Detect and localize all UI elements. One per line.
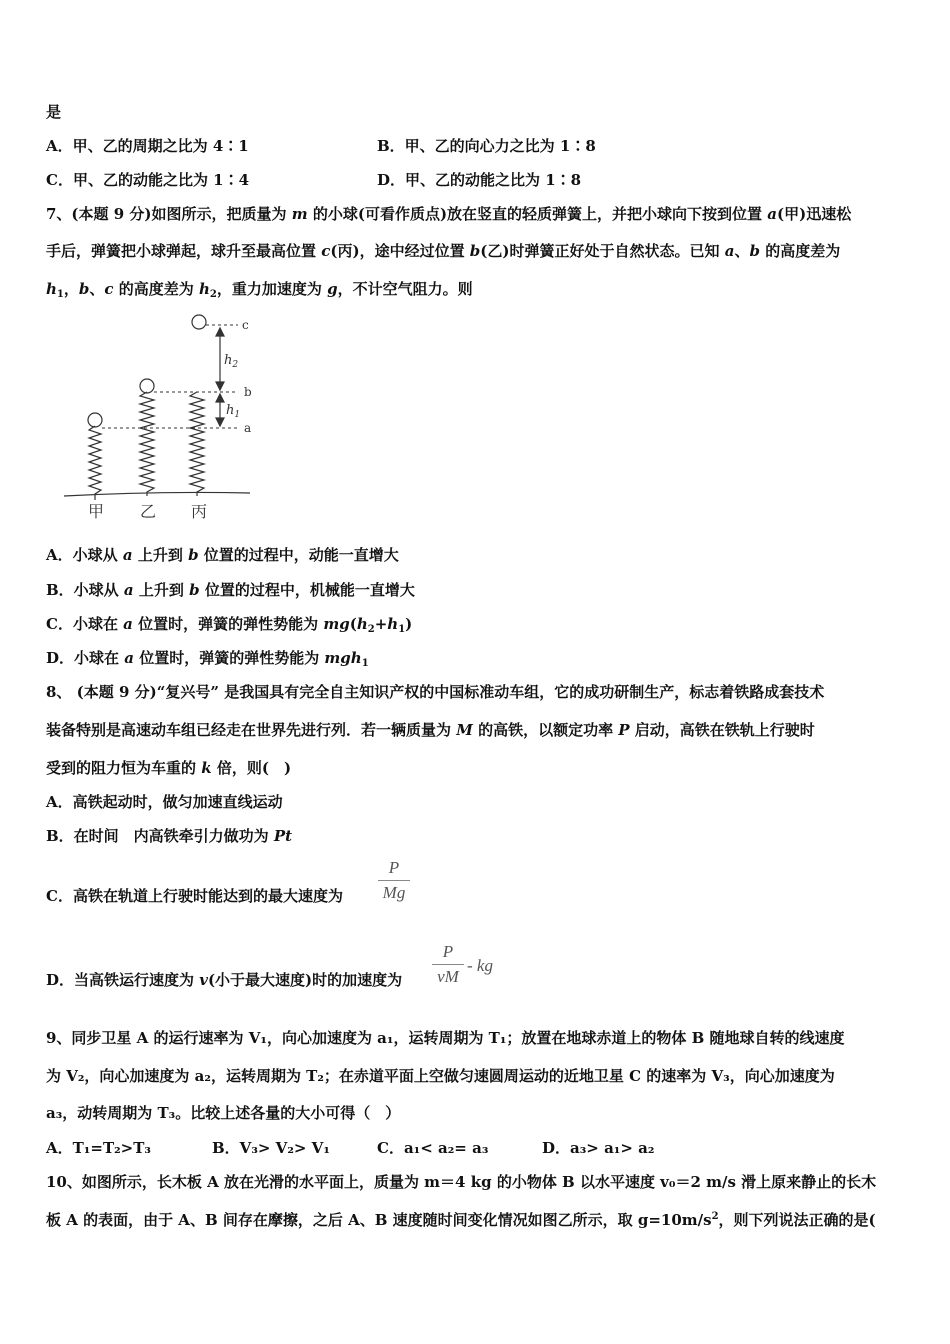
spring-bing <box>190 392 204 496</box>
q8-stem-line3: 受到的阻力恒为车重的 k 倍，则( ) <box>46 759 292 777</box>
q9-option-b[interactable]: B．V₃> V₂> V₁ <box>212 1139 330 1157</box>
q7-option-b[interactable]: B．小球从 a 上升到 b 位置的过程中，机械能一直增大 <box>46 581 415 599</box>
ground-line <box>64 492 250 496</box>
label-jia: 甲 <box>88 502 105 521</box>
q8-stem-line1: 8、 (本题 9 分)“复兴号” 是我国具有完全自主知识产权的中国标准动车组，它的成功研制生产，标志着铁路成套技术 <box>46 683 825 701</box>
q6-option-b[interactable]: B．甲、乙的向心力之比为 1∶8 <box>377 137 596 155</box>
label-a: a <box>244 421 252 435</box>
q8-option-d[interactable]: D．当高铁运行速度为 v(小于最大速度)时的加速度为 <box>46 971 403 989</box>
q6-option-c[interactable]: C．甲、乙的动能之比为 1∶4 <box>46 171 250 189</box>
q8-option-a[interactable]: A．高铁起动时，做匀加速直线运动 <box>46 793 283 811</box>
label-h2: $h_2$ <box>224 353 239 370</box>
q7-stem-line1: 7、(本题 9 分)如图所示，把质量为 m 的小球(可看作质点)放在竖直的轻质弹簧上，并把小球向下按到位置 a(甲)迅速松 <box>46 205 852 223</box>
q7-stem-line2: 手后，弹簧把小球弹起，球升至最高位置 c(丙)，途中经过位置 b(乙)时弹簧正好处于自然状态。已知 a、b 的高度差为 <box>46 242 841 260</box>
q9-option-c[interactable]: C．a₁< a₂= a₃ <box>377 1139 489 1157</box>
continuation-text: 是 <box>46 103 62 121</box>
label-bing: 丙 <box>191 502 208 521</box>
q10-stem-line2: 板 A 的表面，由于 A、B 间存在摩擦，之后 A、B 速度随时间变化情况如图乙所示，取 $g=10m/s^2$，则下列说法正确的是( <box>46 1211 876 1229</box>
ball-bing <box>192 315 206 329</box>
q9-stem-line2: 为 V₂，向心加速度为 a₂，运转周期为 T₂；在赤道平面上空做匀速圆周运动的近地卫星 C 的速率为 V₃，向心加速度为 <box>46 1067 835 1085</box>
q6-option-d[interactable]: D．甲、乙的动能之比为 1∶8 <box>377 171 582 189</box>
q10-stem-line1: 10、如图所示，长木板 A 放在光滑的水平面上，质量为 m＝4 kg 的小物体 B 以水平速度 v₀＝2 m/s 滑上原来静止的长木 <box>46 1173 877 1191</box>
ball-jia <box>88 413 102 427</box>
q8-stem-line2: 装备特别是高速动车组已经走在世界先进行列．若一辆质量为 M 的高铁，以额定功率 P 启动，高铁在铁轨上行驶时 <box>46 721 815 739</box>
q9-option-d[interactable]: D．a₃> a₁> a₂ <box>542 1139 655 1157</box>
q8-option-b[interactable]: B．在时间 内高铁牵引力做功为 Pt <box>46 827 293 845</box>
q9-stem-line1: 9、同步卫星 A 的运行速率为 V₁，向心加速度为 a₁，运转周期为 T₁；放置在地球赤道上的物体 B 随地球自转的线速度 <box>46 1029 845 1047</box>
q7-option-d[interactable]: D．小球在 a 位置时，弹簧的弹性势能为 mgh$_1$ <box>46 649 369 669</box>
q7-stem-line3: $h_1$，b、c 的高度差为 $h_2$，重力加速度为 g，不计空气阻力。则 <box>46 280 473 300</box>
q8-option-c-fraction: P Mg <box>378 858 410 903</box>
q7-option-c[interactable]: C．小球在 a 位置时，弹簧的弹性势能为 $mg(h_2+h_1)$ <box>46 615 413 635</box>
q6-option-a[interactable]: A．甲、乙的周期之比为 4∶1 <box>46 137 249 155</box>
spring-jia <box>89 426 101 500</box>
label-yi: 乙 <box>140 502 157 521</box>
ball-yi <box>140 379 154 393</box>
q7-option-a[interactable]: A．小球从 a 上升到 b 位置的过程中，动能一直增大 <box>46 546 399 564</box>
label-c: c <box>242 318 249 332</box>
q8-option-d-tail: - kg <box>467 956 493 975</box>
q8-option-d-fraction: P vM <box>432 942 464 987</box>
q8-option-c[interactable]: C．高铁在轨道上行驶时能达到的最大速度为 <box>46 887 343 905</box>
label-h1: $h_1$ <box>226 403 241 420</box>
spring-yi <box>140 392 154 496</box>
q9-stem-line3: a₃，动转周期为 T₃。比较上述各量的大小可得（ ） <box>46 1104 401 1122</box>
label-b: b <box>244 385 252 399</box>
q9-option-a[interactable]: A．T₁=T₂>T₃ <box>46 1139 151 1157</box>
spring-ball-figure <box>60 308 270 523</box>
